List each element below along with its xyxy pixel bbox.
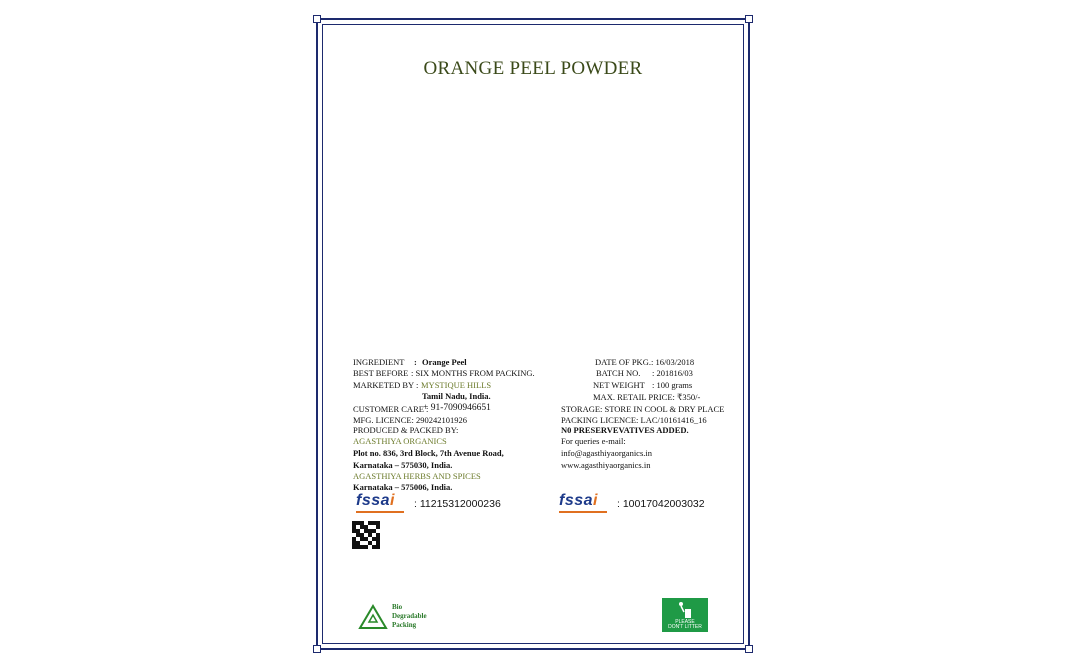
- qr-code: [352, 521, 380, 549]
- customer-care-value: + 91-7090946651: [423, 403, 491, 413]
- produced-by: PRODUCED & PACKED BY:: [353, 425, 459, 435]
- marketed-by-label: MARKETED BY :: [353, 380, 419, 390]
- ingredient-label: INGREDIENT: [353, 357, 405, 367]
- page-border-inner: [322, 24, 744, 644]
- fssai-underline: [356, 511, 404, 513]
- fssai-logo: fssai: [356, 492, 395, 509]
- product-title: ORANGE PEEL POWDER: [423, 58, 643, 79]
- fssai-logo: fssai: [559, 492, 598, 509]
- producer-name: AGASTHIYA ORGANICS: [353, 436, 447, 446]
- best-before-value: : SIX MONTHS FROM PACKING.: [411, 368, 535, 378]
- marketed-location: Tamil Nadu, India.: [422, 391, 491, 401]
- second-address: Karnataka – 575006, India.: [353, 482, 453, 492]
- storage-instruction: STORAGE: STORE IN COOL & DRY PLACE: [561, 404, 725, 414]
- producer-address-2: Karnataka – 575030, India.: [353, 460, 453, 470]
- producer-address-1: Plot no. 836, 3rd Block, 7th Avenue Road,: [353, 448, 504, 458]
- packing-licence: PACKING LICENCE: LAC/10161416_16: [561, 415, 707, 425]
- website: www.agasthiyaorganics.in: [561, 460, 651, 470]
- batch-label: BATCH NO.: [596, 368, 641, 378]
- max-retail-price: MAX. RETAIL PRICE: ₹350/-: [593, 392, 701, 402]
- marketed-by-value: MYSTIQUE HILLS: [421, 380, 492, 390]
- ingredient-value: Orange Peel: [422, 357, 467, 367]
- best-before-label: BEST BEFORE: [353, 368, 409, 378]
- no-preservatives: N0 PRESERVEVATIVES ADDED.: [561, 425, 689, 435]
- batch-value: : 201816/03: [652, 368, 693, 378]
- bio-degradable-label: Bio Degradable Packing: [392, 603, 427, 629]
- second-name: AGASTHIYA HERBS AND SPICES: [353, 471, 481, 481]
- email-address: info@agasthiyaorganics.in: [561, 448, 652, 458]
- corner-ornament: [313, 15, 321, 23]
- fssai-underline: [559, 511, 607, 513]
- fssai-number-right: : 10017042003032: [617, 498, 705, 510]
- fssai-number-left: : 11215312000236: [414, 498, 501, 510]
- net-weight-value: : 100 grams: [652, 380, 693, 390]
- queries-label: For queries e-mail:: [561, 436, 626, 446]
- corner-ornament: [745, 15, 753, 23]
- customer-care-label: CUSTOMER CARE :: [353, 404, 429, 414]
- corner-ornament: [313, 645, 321, 653]
- trash-bin-icon: [677, 601, 693, 619]
- recycle-icon: [358, 604, 388, 630]
- net-weight-label: NET WEIGHT: [593, 380, 645, 390]
- corner-ornament: [745, 645, 753, 653]
- dont-litter-badge: PLEASE DON'T LITTER: [662, 598, 708, 632]
- ingredient-sep: :: [414, 357, 417, 367]
- mfg-licence: MFG. LICENCE: 290242101926: [353, 415, 468, 425]
- date-of-packing: DATE OF PKG.: 16/03/2018: [595, 357, 695, 367]
